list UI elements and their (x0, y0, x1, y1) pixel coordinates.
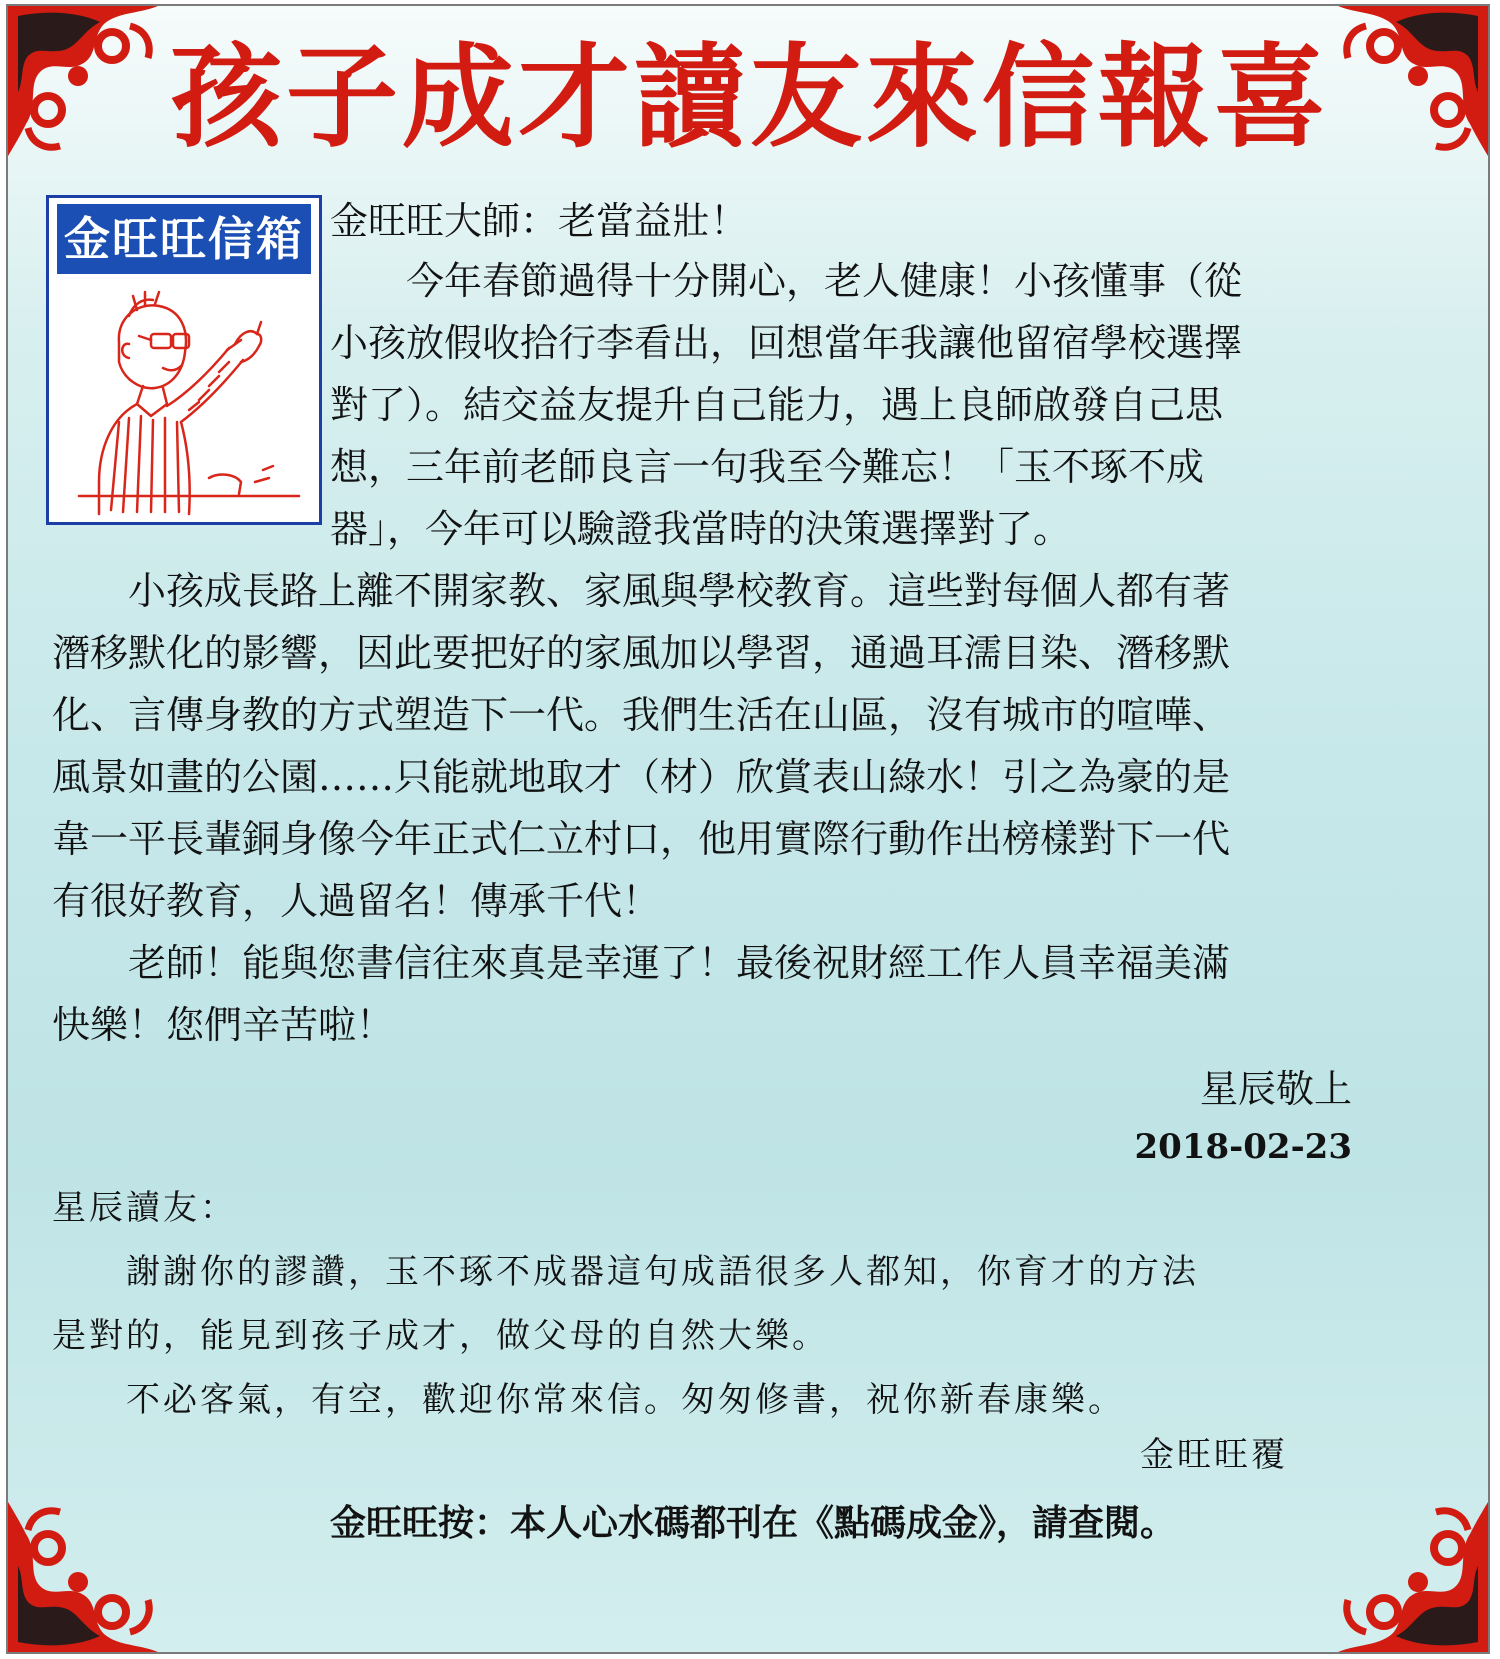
letter-line: 小孩成長路上離不開家教、家風與學校教育。這些對每個人都有著 (52, 569, 1231, 613)
footer-note: 金旺旺按：本人心水碼都刊在《點碼成金》，請查閱。 (330, 1503, 1177, 1544)
corner-ornament-icon (1338, 1502, 1488, 1652)
reply-line: 是對的，能見到孩子成才，做父母的自然大樂。 (52, 1316, 829, 1356)
letter-line: 有很好教育，人過留名！傳承千代！ (52, 879, 661, 923)
reply-line: 不必客氣，有空，歡迎你常來信。匆匆修書，祝你新春康樂。 (52, 1380, 1125, 1420)
newspaper-column (6, 4, 1490, 1654)
letter-signature: 星辰敬上 (1199, 1067, 1352, 1111)
letter-line: 器」，今年可以驗證我當時的決策選擇對了。 (330, 507, 1072, 551)
reply-salutation: 星辰讀友： (52, 1188, 237, 1228)
letter-salutation: 金旺旺大師：老當益壯！ (330, 199, 749, 243)
letter-line: 風景如畫的公園……只能就地取才（材）欣賞表山綠水！引之為豪的是 (52, 755, 1231, 799)
letter-line: 韋一平長輩銅身像今年正式仁立村口，他用實際行動作出榜樣對下一代 (52, 817, 1231, 861)
headline: 孩子成才讀友來信報喜 (170, 32, 1330, 163)
letter-line: 今年春節過得十分開心，老人健康！小孩懂事（從 (330, 259, 1243, 303)
letter-line: 對了）。結交益友提升自己能力，遇上良師啟發自己思 (330, 383, 1224, 427)
letter-line: 老師！能與您書信往來真是幸運了！最後祝財經工作人員幸福美滿 (52, 941, 1231, 985)
letter-line: 化、言傳身教的方式塑造下一代。我們生活在山區，沒有城市的喧嘩、 (52, 693, 1231, 737)
letter-line: 想，三年前老師良言一句我至今難忘！「玉不琢不成 (330, 445, 1205, 489)
letter-line: 快樂！您們辛苦啦！ (52, 1003, 395, 1047)
reply-line: 謝謝你的謬讚，玉不琢不成器這句成語很多人都知，你育才的方法 (52, 1252, 1199, 1292)
letter-date: 2018-02-23 (1134, 1127, 1352, 1167)
letter-line: 潛移默化的影響，因此要把好的家風加以學習，通過耳濡目染、潛移默 (52, 631, 1231, 675)
reply-signature: 金旺旺覆 (1140, 1435, 1288, 1475)
column-logo (46, 195, 322, 525)
letter-line: 小孩放假收拾行李看出，回想當年我讓他留宿學校選擇 (330, 321, 1243, 365)
cartoon-man-pointing-icon (59, 282, 311, 518)
column-logo-title: 金旺旺信箱 (57, 204, 311, 274)
corner-ornament-icon (8, 1502, 158, 1652)
